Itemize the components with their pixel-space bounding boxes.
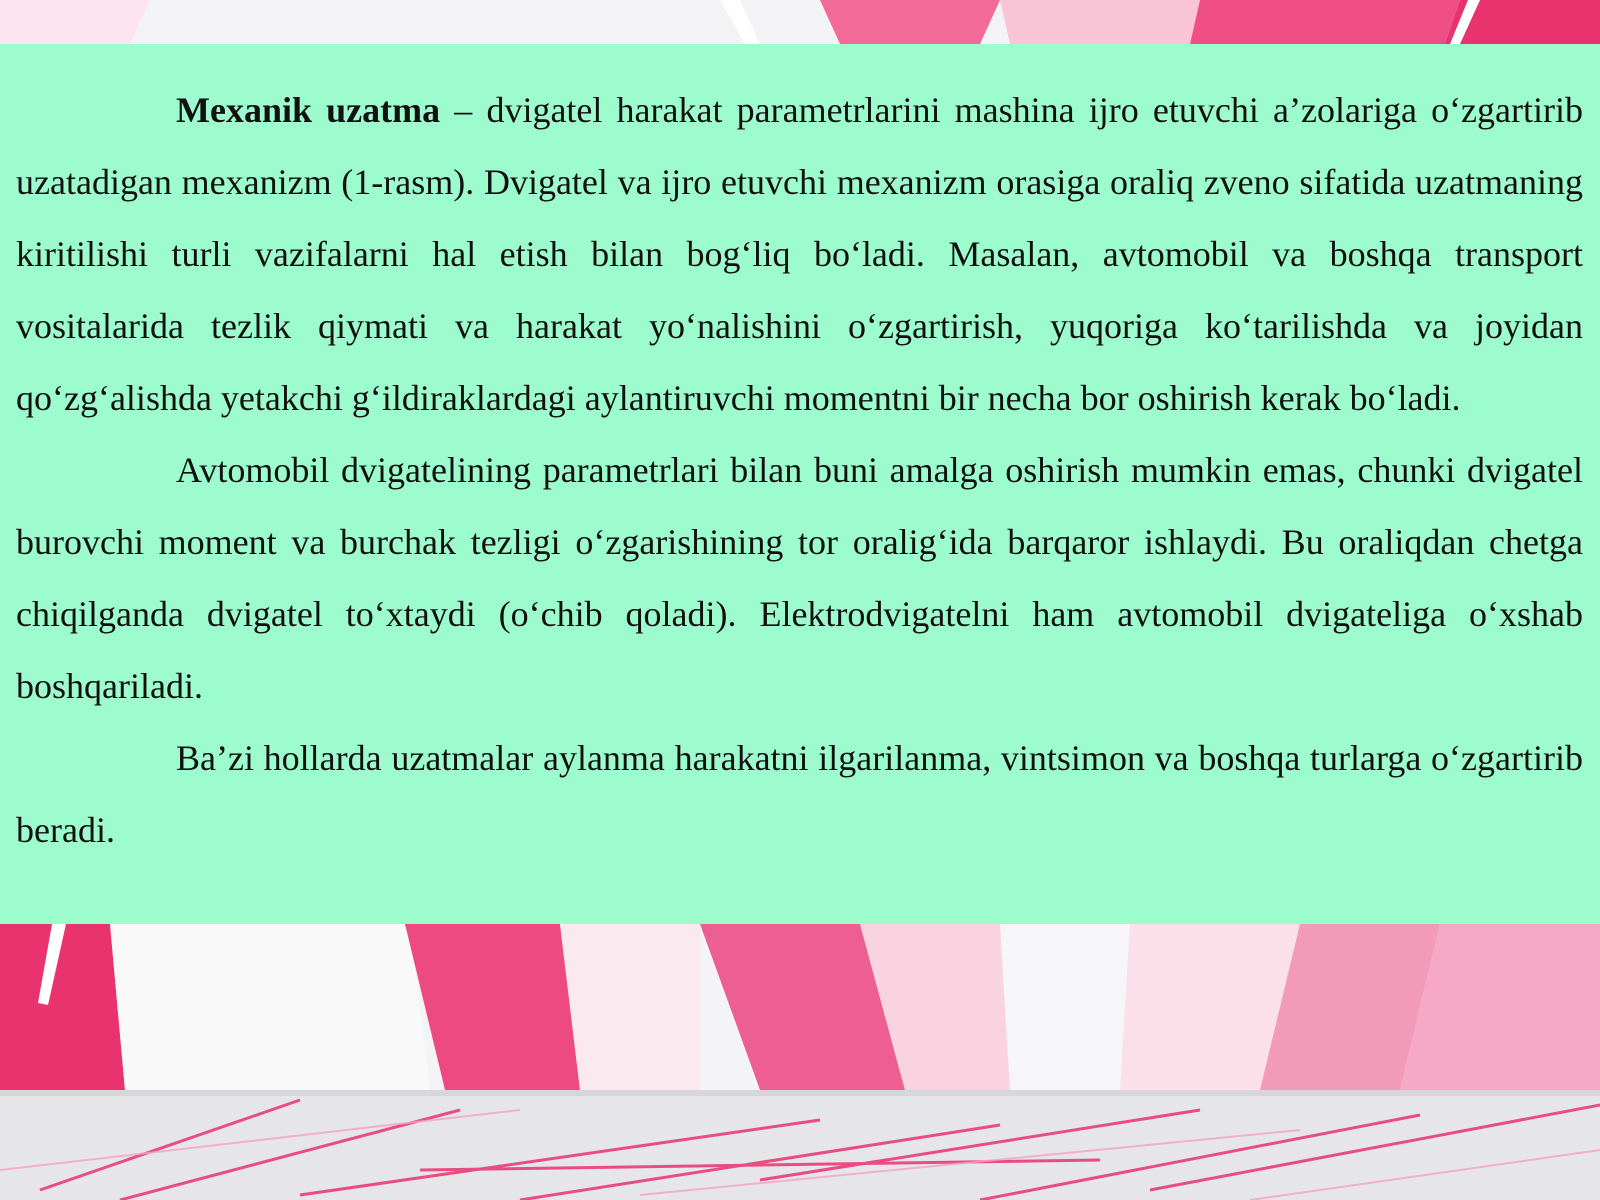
text-panel — [0, 44, 1600, 924]
paragraph-3: Ba’zi hollarda uzatmalar aylanma harakatni ilgarilanma, vintsimon va boshqa turlarga o‘zgartirib beradi. — [16, 738, 1583, 850]
defined-term: Mexanik uzatma — [176, 90, 441, 130]
paragraph-2: Avtomobil dvigatelining parametrlari bilan buni amalga oshirish mumkin emas, chunki dvigatel burovchi moment va burchak tezligi o‘zgarishining tor oralig‘ida barqaror ishlaydi. Bu oraliqdan chetga chiqilganda dvigatel to‘xtaydi (o‘chib qoladi). Elektrodvigatelni ham avtomobil dvigateliga o‘xshab boshqariladi. — [16, 450, 1583, 706]
paragraph-1-text: – dvigatel harakat parametrlarini mashina ijro etuvchi a’zolariga o‘zgartirib uzatadigan mexanizm (1-rasm). Dvigatel va ijro etuvchi mexanizm orasiga oraliq zveno sifatida uzatmaning kiritilishi turli vazifalarni hal etish bilan bog‘liq bo‘ladi. Masalan, avtomobil va boshqa transport vositalarida tezlik qiymati va harakat yo‘nalishini o‘zgartirish, yuqoriga ko‘tarilishda va joyidan qo‘zg‘alishda yetakchi g‘ildiraklardagi aylantiruvchi momentni bir necha bor oshirish kerak bo‘ladi. — [16, 90, 1583, 418]
top-decoration — [0, 0, 1600, 44]
paragraph-1 — [16, 74, 1583, 434]
bottom-decoration — [0, 924, 1600, 1200]
